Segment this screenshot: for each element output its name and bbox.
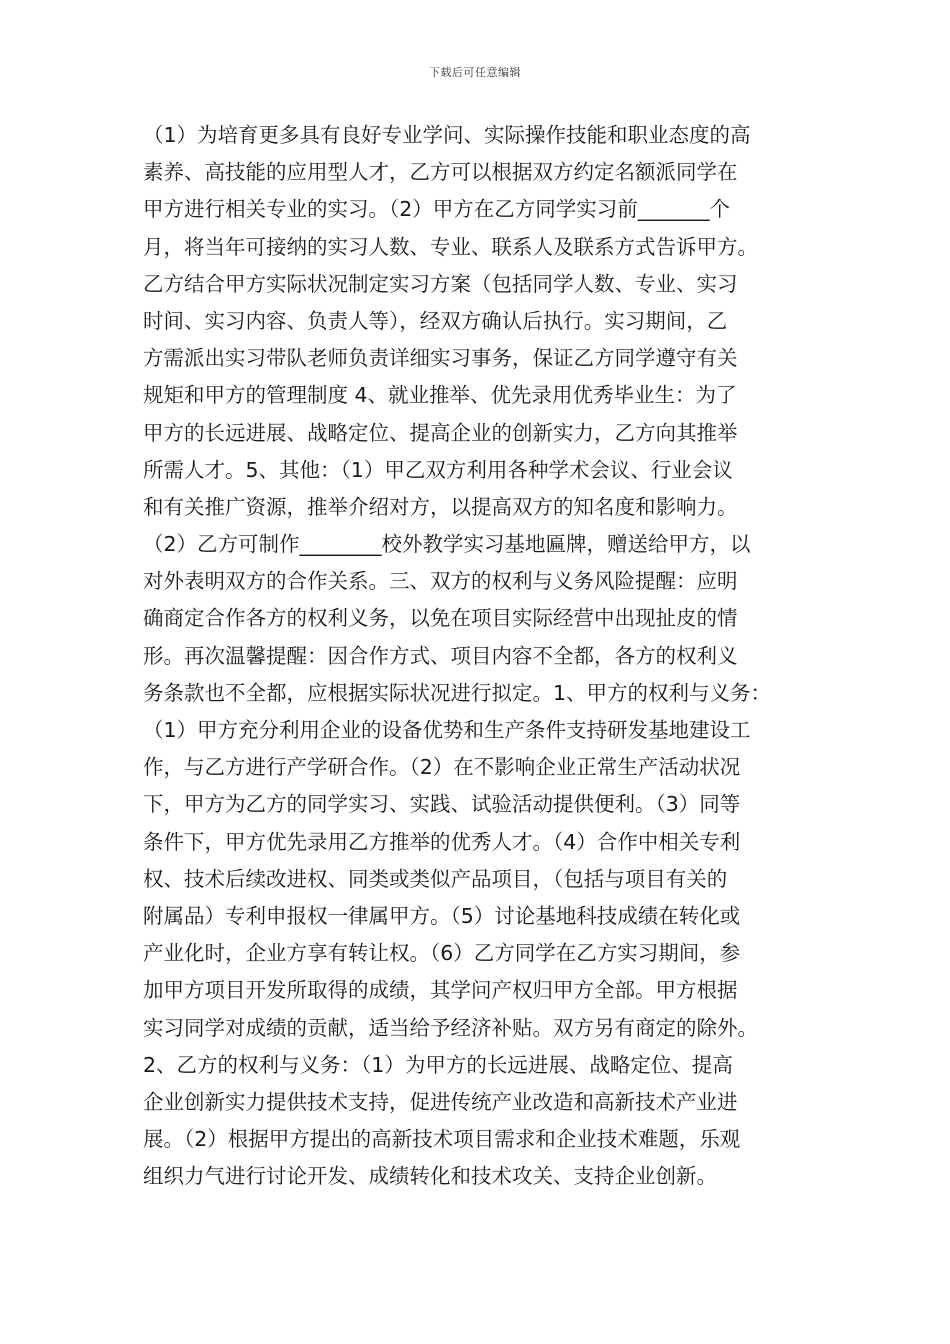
body-line: 附属品）专利申报权一律属甲方。（5）讨论基地科技成绩在转化或 — [143, 903, 741, 928]
body-line: 和有关推广资源，推举介绍对方，以提高双方的知名度和影响力。 — [143, 494, 738, 519]
body-line: 企业创新实力提供技术支持，促进传统产业改造和高新技术产业进 — [143, 1089, 738, 1114]
body-line: 务条款也不全都，应根据实际状况进行拟定。1、甲方的权利与义务： — [143, 680, 772, 705]
body-line: 甲方的长远进展、战略定位、提高企业的创新实力，乙方向其推举 — [143, 420, 738, 445]
body-line: 条件下，甲方优先录用乙方推举的优秀人才。（4）合作中相关专利 — [143, 829, 741, 854]
body-line: 确商定合作各方的权利义务，以免在项目实际经营中出现扯皮的情 — [143, 606, 738, 631]
body-line: 加甲方项目开发所取得的成绩，其学问产权归甲方全部。甲方根据 — [143, 978, 738, 1003]
body-line: 乙方结合甲方实际状况制定实习方案（包括同学人数、专业、实习 — [143, 271, 738, 296]
body-line: 展。（2）根据甲方提出的高新技术项目需求和企业技术难题，乐观 — [143, 1127, 741, 1152]
body-line: 素养、高技能的应用型人才，乙方可以根据双方约定名额派同学在 — [143, 160, 738, 185]
body-line: 形。再次温馨提醒：因合作方式、项目内容不全都，各方的权利义 — [143, 643, 738, 668]
body-line: 对外表明双方的合作关系。三、双方的权利与义务风险提醒：应明 — [143, 569, 738, 594]
body-line: 时间、实习内容、负责人等），经双方确认后执行。实习期间，乙 — [143, 308, 728, 333]
body-line: 下，甲方为乙方的同学实习、实践、试验活动提供便利。（3）同等 — [143, 792, 741, 817]
body-line: 所需人才。5、其他：（1）甲乙双方利用各种学术会议、行业会议 — [143, 457, 733, 482]
document-body — [143, 117, 813, 1195]
body-line: 作，与乙方进行产学研合作。（2）在不影响企业正常生产活动状况 — [143, 755, 741, 780]
body-line: 月，将当年可接纳的实习人数、专业、联系人及联系方式告诉甲方。 — [143, 234, 758, 259]
body-line: 2、乙方的权利与义务：（1）为甲方的长远进展、战略定位、提高 — [143, 1052, 733, 1077]
body-line: （1）为培育更多具有良好专业学问、实际操作技能和职业态度的高 — [143, 123, 751, 147]
body-line: 实习同学对成绩的贡献，适当给予经济补贴。双方另有商定的除外。 — [143, 1015, 758, 1040]
body-line: 方需派出实习带队老师负责详细实习事务，保证乙方同学遵守有关 — [143, 346, 738, 371]
body-line: （2）乙方可制作________校外教学实习基地匾牌，赠送给甲方，以 — [143, 532, 751, 557]
page-header: 下载后可任意编辑 — [429, 66, 521, 79]
body-line: 规矩和甲方的管理制度 4、就业推举、优先录用优秀毕业生：为了 — [143, 383, 737, 408]
body-line: 甲方进行相关专业的实习。（2）甲方在乙方同学实习前_______个 — [143, 197, 731, 222]
body-line: （1）甲方充分利用企业的设备优势和生产条件支持研发基地建设工 — [143, 718, 751, 742]
body-line: 产业化时，企业方享有转让权。（6）乙方同学在乙方实习期间，参 — [143, 941, 741, 966]
body-line: 权、技术后续改进权、同类或类似产品项目，（包括与项目有关的 — [143, 866, 728, 891]
body-line: 组织力气进行讨论开发、成绩转化和技术攻关、支持企业创新。 — [143, 1164, 717, 1189]
